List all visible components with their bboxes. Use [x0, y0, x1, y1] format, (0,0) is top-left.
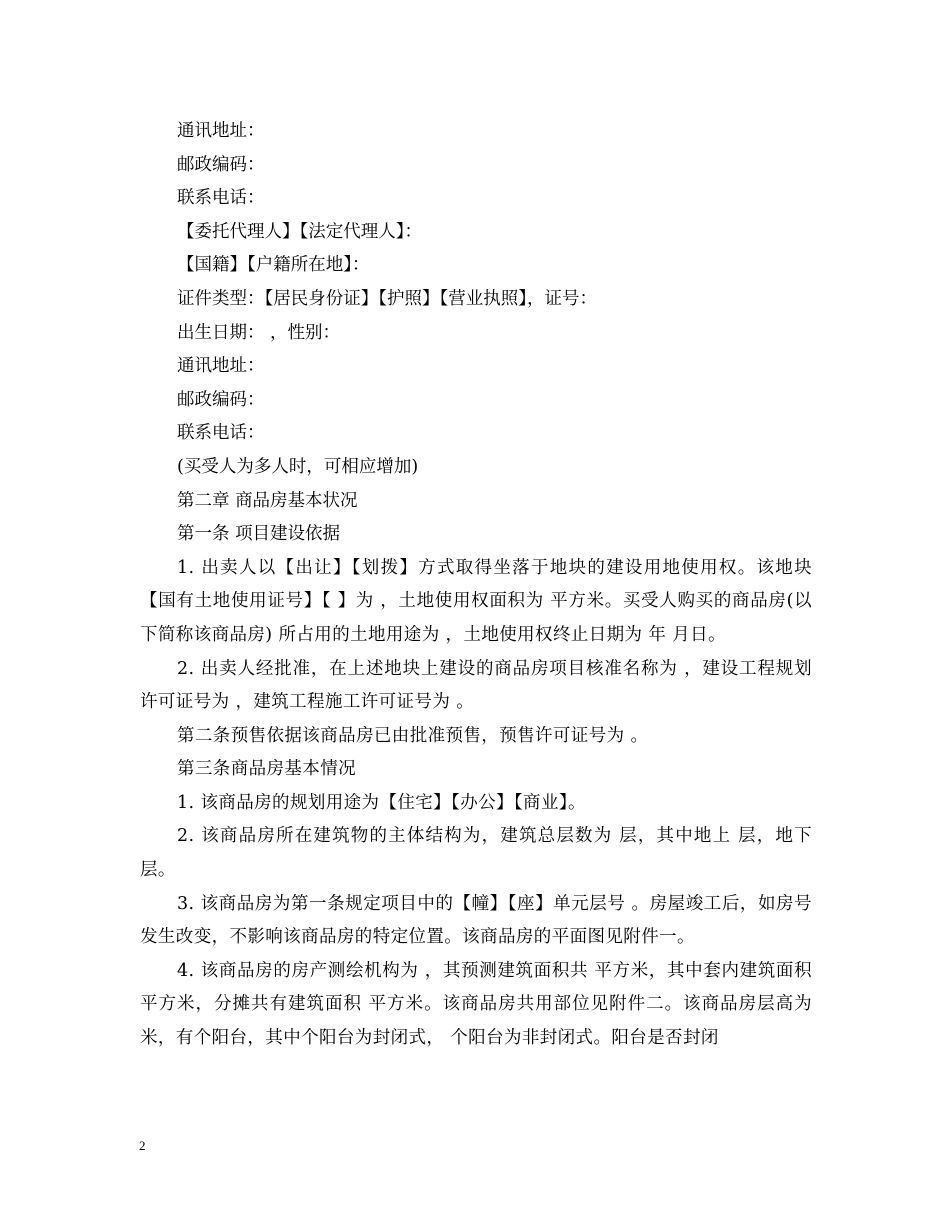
- paragraph: 4. 该商品房的房产测绘机构为 ，其预测建筑面积共 平方米，其中套内建筑面积 平方米，分摊共有建筑面积 平方米。该商品房共用部位见附件二。该商品房层高为 米，有个阳台，其中个阳台为封闭式， 个阳台为非封闭式。阳台是否封闭: [140, 960, 812, 1049]
- paragraph: 1. 该商品房的规划用途为【住宅】【办公】【商业】。: [177, 792, 586, 813]
- text-line: 联系电话：: [177, 423, 265, 444]
- text-line: 【委托代理人】【法定代理人】：: [177, 221, 422, 242]
- paragraph: 1. 出卖人以【出让】【划拨】方式取得坐落于地块的建设用地使用权。该地块【国有土地使用证号】【 】为 ，土地使用权面积为 平方米。买受人购买的商品房(以下简称该商品房) 所占用的土地用途为 ，土地使用权终止日期为 年 月日。: [140, 557, 812, 645]
- paragraph: 3. 该商品房为第一条规定项目中的【幢】【座】单元层号 。房屋竣工后，如房号发生改变，不影响该商品房的特定位置。该商品房的平面图见附件一。: [140, 893, 812, 948]
- text-line: 邮政编码：: [177, 154, 265, 175]
- text-line: (买受人为多人时，可相应增加): [177, 456, 419, 477]
- article-heading: 第一条 项目建设依据: [177, 524, 341, 545]
- document-body: [140, 115, 812, 1056]
- text-line: 邮政编码：: [177, 389, 265, 410]
- text-line: 联系电话：: [177, 188, 265, 209]
- paragraph: 第三条商品房基本情况: [177, 759, 356, 780]
- paragraph: 第二条预售依据该商品房已由批准预售，预售许可证号为 。: [177, 725, 649, 746]
- text-line: 证件类型：【居民身份证】【护照】【营业执照】，证号：: [177, 288, 597, 309]
- chapter-heading: 第二章 商品房基本状况: [177, 490, 358, 511]
- paragraph: 2. 该商品房所在建筑物的主体结构为，建筑总层数为 层，其中地上 层，地下 层。: [140, 826, 812, 881]
- text-line: 通讯地址：: [177, 121, 265, 141]
- paragraph: 2. 出卖人经批准，在上述地块上建设的商品房项目核准名称为 ，建设工程规划许可证号为 ，建筑工程施工许可证号为 。: [140, 658, 812, 713]
- text-line: 出生日期： ，性别：: [177, 322, 341, 343]
- text-line: 【国籍】【户籍所在地】：: [177, 255, 370, 276]
- page-number: 2: [139, 1138, 146, 1153]
- text-line: 通讯地址：: [177, 356, 265, 377]
